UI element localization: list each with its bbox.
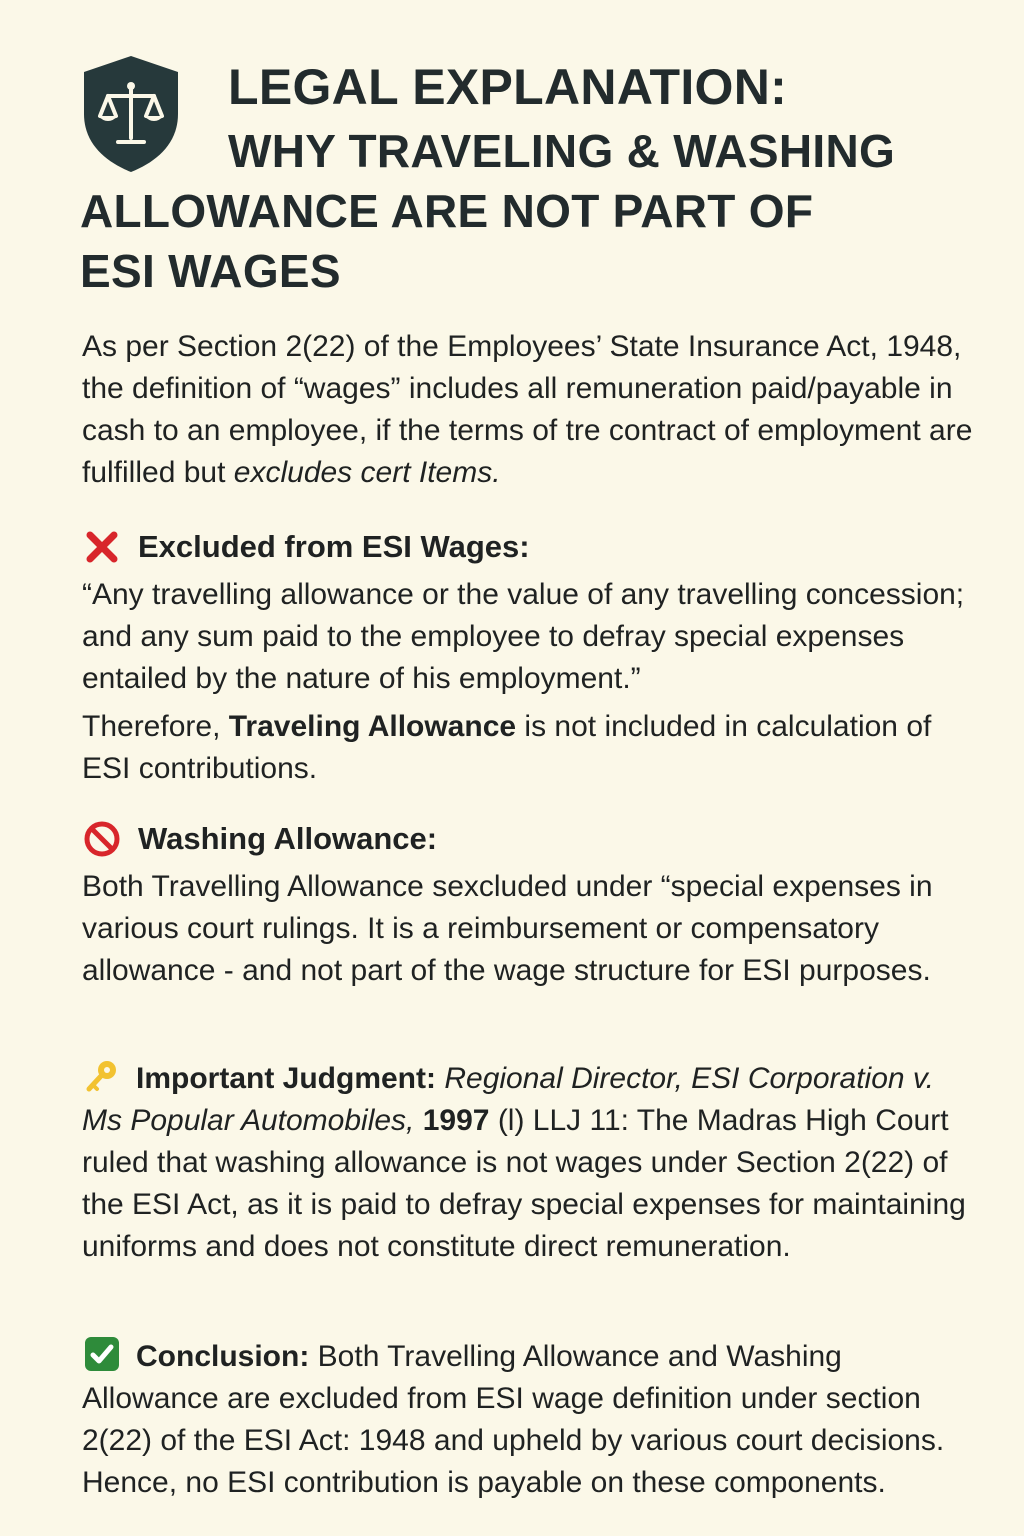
green-check-icon bbox=[82, 1334, 122, 1374]
intro-paragraph bbox=[82, 326, 982, 494]
judgment-case: Regional Director, ESI Corporation v. Ms Popular Automobiles, bbox=[82, 1062, 935, 1137]
prohibited-icon bbox=[82, 819, 122, 859]
conclusion-paragraph bbox=[82, 1334, 982, 1504]
therefore-paragraph bbox=[82, 706, 982, 790]
intro-text: As per Section 2(22) of the Employees’ State Insurance Act, 1948, the definition of “wages” includes all remuneration paid/payable in cash to an employee, if the terms of tre contract of employment are fulfilled but bbox=[82, 330, 973, 489]
excluded-heading bbox=[82, 526, 530, 568]
washing-heading bbox=[82, 818, 437, 860]
title-line-2: WHY TRAVELING & WASHING bbox=[228, 125, 896, 177]
therefore-pre: Therefore, bbox=[82, 710, 221, 743]
judgment-citation: 1997 bbox=[422, 1104, 490, 1137]
washing-heading-text: Washing Allowance: bbox=[138, 821, 438, 856]
judgment-text: (l) LLJ 11: The Madras High Court ruled that washing allowance is not wages under Section 2(22) of the ESI Act, as it is paid to defray special expenses for maintaining uniforms and does not constitute direct remuneration. bbox=[82, 1104, 966, 1263]
judgment-heading: Important Judgment: bbox=[136, 1062, 436, 1095]
key-icon bbox=[82, 1056, 122, 1096]
therefore-bold: Traveling Allowance bbox=[228, 710, 517, 743]
conclusion-text: Both Travelling Allowance and Washing Allowance are excluded from ESI wage definition under section 2(22) of the ESI Act: 1948 and upheld by various court decisions. Hence, no ESI contribution is payable on these components. bbox=[82, 1340, 945, 1499]
title-line-4: ESI WAGES bbox=[80, 245, 341, 297]
title-line-3: ALLOWANCE ARE NOT PART OF bbox=[80, 185, 814, 237]
conclusion-heading: Conclusion: bbox=[136, 1340, 310, 1373]
excluded-quote: “Any travelling allowance or the value of any travelling concession; and any sum paid to the employee to defray special expenses entailed by the nature of his employment.” bbox=[82, 578, 965, 695]
washing-paragraph: Both Travelling Allowance sexcluded under “special expenses in various court rulings. It is a reimbursement or compensatory allowance - and not part of the wage structure for ESI purposes. bbox=[82, 870, 933, 987]
scales-of-justice-shield-icon bbox=[78, 52, 184, 174]
title-line-1: LEGAL EXPLANATION: bbox=[228, 59, 788, 115]
excluded-heading-text: Excluded from ESI Wages: bbox=[138, 529, 530, 564]
red-x-icon bbox=[82, 527, 122, 567]
judgment-paragraph bbox=[82, 1056, 982, 1268]
therefore-post: is not included in calculation of ESI contributions. bbox=[82, 710, 932, 785]
intro-italic: excludes cert Items. bbox=[233, 456, 501, 489]
